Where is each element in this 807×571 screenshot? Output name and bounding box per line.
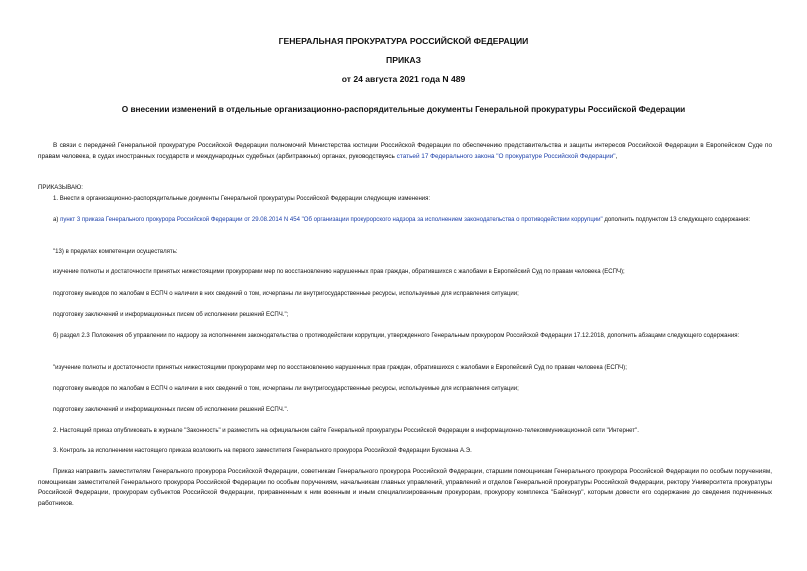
order-454-link[interactable]: пункт 3 приказа Генерального прокурора Российской Федерации от 29.08.2014 N 454 "Об организации прокурорского надзора за исполнением законодательства о противодействии коррупции" [60,217,603,223]
law-article-link[interactable]: статьей 17 Федерального закона "О прокуратуре Российской Федерации" [396,152,616,160]
doc-subject: О внесении изменений в отдельные организационно-распорядительные документы Генеральной прокуратуры Российской Федерации [121,104,686,114]
doc-date-number: от 24 августа 2021 года N 489 [341,74,466,84]
item-1a-tail: дополнить подпунктом 13 следующего содержания: [602,217,751,223]
preamble-text: В связи с передачей Генеральной прокуратуре Российской Федерации полномочий Министерства юстиции Российской Федерации по обеспечению представительства и защиты интересов Российской Федерации в Европейском Суде по правам человека, в судах иностранных государств и международных судебных (арбитражных) органах, руководствуясь [38,142,772,160]
item-1b-sub-2: подготовку выводов по жалобам в ЕСПЧ о наличии в них сведений о том, исчерпаны ли внутригосударственные ресурсы, используемые для исправления ситуации; [53,386,519,392]
item-1: 1. Внести в организационно-распорядительные документы Генеральной прокуратуры Российской Федерации следующие изменения: [53,196,431,202]
order-word: ПРИКАЗЫВАЮ: [38,185,83,191]
preamble [38,141,772,162]
distribution: Приказ направить заместителям Генерального прокурора Российской Федерации, советникам Генерального прокурора Российской Федерации, старшим помощникам Генерального прокурора Российской Федерации по особым поручениям, помощникам заместителей Генерального прокурора Российской Федерации по особым поручениям, начальникам главных управлений, управлений и отделов Генеральной прокуратуры Российской Федерации, ректору Университета прокуратуры Российской Федерации, прокурорам субъектов Российской Федерации, приравненным к ним военным и иным специализированным прокурорам, прокурору комплекса "Байконур", которым довести его содержание до сведения подчиненных работников. [38,468,772,507]
item-1a-sub-3: подготовку заключений и информационных писем об исполнении решений ЕСПЧ."; [53,312,289,318]
item-3: 3. Контроль за исполнением настоящего приказа возложить на первого заместителя Генерального прокурора Российской Федерации Буксмана А.Э. [53,448,472,454]
preamble-tail: , [615,152,618,160]
item-1b: б) раздел 2.3 Положения об управлении по надзору за исполнением законодательства о противодействии коррупции, утвержденного Генеральным прокурором Российской Федерации 17.12.2018, дополнить абзацами следующего содержания: [53,333,740,339]
item-1a-sub-0: "13) в пределах компетенции осуществлять: [53,249,178,255]
item-2: 2. Настоящий приказ опубликовать в журнале "Законность" и разместить на официальном сайте Генеральной прокуратуры Российской Федерации в информационно-телекоммуникационной сети "Интернет". [53,428,639,434]
item-1a-sub-1: изучение полноты и достаточности принятых нижестоящими прокурорами мер по восстановлению нарушенных прав граждан, обратившихся с жалобами в Европейский Суд по правам человека (ЕСПЧ); [53,269,625,275]
item-1a-sub-2: подготовку выводов по жалобам в ЕСПЧ о наличии в них сведений о том, исчерпаны ли внутригосударственные ресурсы, используемые для исправления ситуации; [53,291,519,297]
item-1a [38,215,772,225]
org-title: ГЕНЕРАЛЬНАЯ ПРОКУРАТУРА РОССИЙСКОЙ ФЕДЕРАЦИИ [278,36,529,46]
doc-type: ПРИКАЗ [386,55,421,65]
item-1b-sub-1: "изучение полноты и достаточности принятых нижестоящими прокурорами мер по восстановлению нарушенных прав граждан, обратившихся с жалобами в Европейский Суд по правам человека (ЕСПЧ); [53,365,627,371]
item-1b-sub-3: подготовку заключений и информационных писем об исполнении решений ЕСПЧ.". [53,407,289,413]
item-1a-prefix: а) [53,217,61,223]
